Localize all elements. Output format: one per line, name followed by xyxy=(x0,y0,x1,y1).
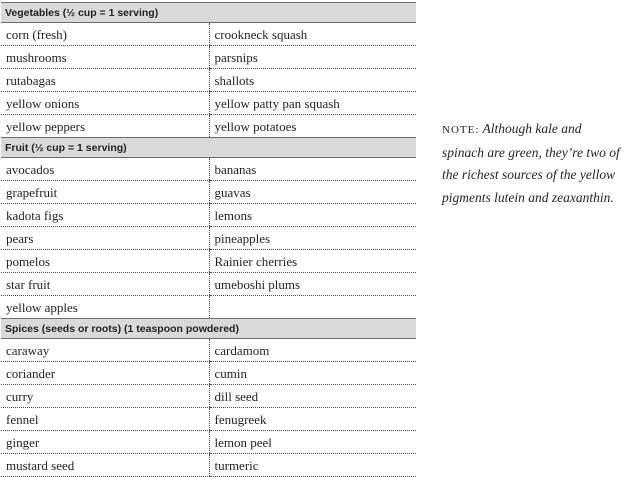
table-body xyxy=(1,3,416,477)
table-cell: coriander xyxy=(1,362,209,385)
table-cell: mustard seed xyxy=(1,454,209,477)
table-cell: yellow peppers xyxy=(1,115,209,138)
table-cell: yellow potatoes xyxy=(209,115,416,138)
table-cell: pears xyxy=(1,227,209,250)
food-serving-table xyxy=(1,2,416,477)
table-row xyxy=(1,115,416,138)
section-header: Fruit (½ cup = 1 serving) xyxy=(1,138,416,158)
table-cell: crookneck squash xyxy=(209,23,416,46)
table-cell: dill seed xyxy=(209,385,416,408)
table-cell: rutabagas xyxy=(1,69,209,92)
table-row xyxy=(1,408,416,431)
table-row xyxy=(1,227,416,250)
table-cell: lemons xyxy=(209,204,416,227)
table-row xyxy=(1,273,416,296)
table-row xyxy=(1,158,416,181)
table-cell: cardamom xyxy=(209,339,416,362)
table-row xyxy=(1,23,416,46)
sidebar-note xyxy=(442,118,622,209)
table-row xyxy=(1,92,416,115)
table-row xyxy=(1,69,416,92)
table-row xyxy=(1,46,416,69)
table-cell: yellow patty pan squash xyxy=(209,92,416,115)
table-cell: yellow apples xyxy=(1,296,209,319)
table-cell: turmeric xyxy=(209,454,416,477)
table-row xyxy=(1,204,416,227)
note-text: Although kale and spinach are green, they’re two of the richest sources of the yellow pigments lutein and zeaxanthin. xyxy=(442,121,620,205)
table-row xyxy=(1,339,416,362)
table-cell: shallots xyxy=(209,69,416,92)
section-header-row xyxy=(1,138,416,158)
table-cell: avocados xyxy=(1,158,209,181)
table-cell: kadota figs xyxy=(1,204,209,227)
table-cell: pineapples xyxy=(209,227,416,250)
table-cell: mushrooms xyxy=(1,46,209,69)
table-row xyxy=(1,181,416,204)
table-cell: cumin xyxy=(209,362,416,385)
table-cell: star fruit xyxy=(1,273,209,296)
table-cell: bananas xyxy=(209,158,416,181)
table-cell: Rainier cherries xyxy=(209,250,416,273)
table-cell: yellow onions xyxy=(1,92,209,115)
table-cell xyxy=(209,296,416,319)
table-cell: ginger xyxy=(1,431,209,454)
table-cell: guavas xyxy=(209,181,416,204)
table-cell: curry xyxy=(1,385,209,408)
table-cell: caraway xyxy=(1,339,209,362)
section-header: Spices (seeds or roots) (1 teaspoon powdered) xyxy=(1,319,416,339)
table-row xyxy=(1,296,416,319)
section-header: Vegetables (½ cup = 1 serving) xyxy=(1,3,416,23)
table-cell: grapefruit xyxy=(1,181,209,204)
section-header-row xyxy=(1,3,416,23)
table-row xyxy=(1,362,416,385)
table-row xyxy=(1,250,416,273)
table-cell: pomelos xyxy=(1,250,209,273)
table-row xyxy=(1,431,416,454)
section-header-row xyxy=(1,319,416,339)
note-label: NOTE: xyxy=(442,124,480,136)
table-row xyxy=(1,385,416,408)
table-cell: lemon peel xyxy=(209,431,416,454)
table-cell: fenugreek xyxy=(209,408,416,431)
table-cell: corn (fresh) xyxy=(1,23,209,46)
table-cell: parsnips xyxy=(209,46,416,69)
table-cell: fennel xyxy=(1,408,209,431)
table-row xyxy=(1,454,416,477)
table-cell: umeboshi plums xyxy=(209,273,416,296)
